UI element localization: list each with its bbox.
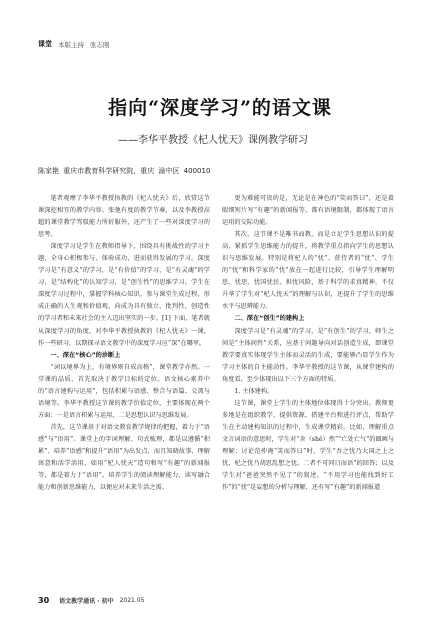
section-label: 课堂 (38, 40, 52, 48)
column-host-label: 本版主持 (58, 40, 84, 49)
page-number: 30 (38, 596, 50, 605)
article-subtitle: ——李华平教授《杞人忧天》课例教学研习 (118, 135, 308, 146)
left-column (38, 193, 210, 494)
article-title: 指向“深度学习”的语文课 (108, 97, 332, 119)
page-header (38, 39, 418, 49)
body-paragraph: “词以境界为上，有境界则自成高格”，课堂教学亦然。一堂课的品质，首先取决于教学目标的定位。语文核心素养中的“语言建构与运用”，包括积累与语感、整合与语篇、交流与语境等。李华平教授这节课的教学价值定位，主要体现在两个方面：一是语言积累与运用，二是思想认识与思维发展。 (38, 363, 210, 419)
body-paragraph: 这节课，课堂上学生的主体地位体现得十分突出。教师更多地是在组织教学、提供资源、搭建平台和进行评点，帮助学生在主动建构知识的过程中，生成课堂精彩。比如，理解重点文言词语的意思时，学生对“舍（shě）然”“亡处亡气”的圈画与理解；讨论范仲淹“笑而答曰”时，学生“吾之忧乃大国之上之忧，杞之忧乃胡思乱想之忧。二者不可同日而语”的回答；以及学生对“爸爸突然不见了”的叙述，“不用学习也能找到好工作”的“忧”是妄想的分析与理解，还有写“有趣”的新闻报道 (222, 399, 394, 492)
journal-name: 语文教学通讯 · 初中 (59, 598, 114, 605)
body-paragraph: 笔者观摩了李华平教授执教的《杞人忧天》后，欣赏这节课深挖相宜的教学内容、张弛有度的教学节奏，以及李教授高超的课堂教学驾驭能力所折服外，还产生了一些对深度学习的思考。 (38, 195, 210, 239)
body-paragraph: 其次，这节课不是唯书而教，而是立足学生思想认识的提高，紧抓学生思维能力的提升，将教学重点指向学生的思想认识与思维发展。特别是将杞人的“忧”、蔗侍者的“忧”、学生的“忧”和科学家的“忧”放在一起进行比较，引导学生理解明思、忧思、忧国忧民、担忧风险，基于科学的求真精神，不仅升华了学生对“杞人忧天”的理解与认识，还提升了学生的思维水平与思辨能力。 (222, 231, 394, 311)
right-column (222, 193, 394, 494)
body-paragraph: 更为难能可贵的是，无论是在神色的“笑而答曰”，还是着眼细短片写“有趣”的新闻报等，都有语境限制，都体现了语言运用的交际功能。 (222, 195, 394, 227)
issue-date: 2021.05 (119, 597, 145, 604)
section-heading: 二、深在“创生”的建构上 (234, 315, 305, 323)
page-footer (38, 596, 144, 605)
body-paragraph: 首先，这节课基于对语文教育教学规律的把握，着力于“语感”与“语用”。课堂上的字词理解、句式梳理，都是以遵循“积累”、培养“语感”和提升“语用”为出发点，而且知晓故事、理解寓意和活学活用，如用“杞人忧天”造句和写“有趣”的新闻报等，都是着力于“语用”。培养学生的阅读理解能力、读写融合能力和创新思维能力，以便应对未来生活之需。 (38, 423, 210, 492)
section-heading: 一、深在“核心”的诊断上 (50, 351, 121, 359)
column-editor: 张志刚 (90, 40, 110, 49)
body-paragraph: 深度学习是“有灵魂”的学习，是“有创生”的学习，师生之间是“主体间性”关系，应基于问题导向对话创造生成，即课堂教学要真实体现学生主体而灵活的生成，要能够凸显学生作为学习主体的自主能动性。李华平教授的这节课，从课堂建构的角度看，至少体现出以下三个方面的特质。 (222, 327, 394, 383)
body-paragraph: 深度学习是学生在教师指导下，围绕具有挑战性的学习主题，全身心积极参与、体验成功，进而获得发展的学习。深度学习是“有意义”的学习，是“有价值”的学习，是“有灵魂”的学习，是“结构化”的认知学习，是“创生性”的思维学习。学生在深度学习过程中，掌握学科核心知识，参与课堂生成过程，形成正确的人生观和价值观，向成为具有独立、批判性、创造性的学习者和未来社会的主人迈出坚实的一步。[1] 下面，笔者就从深度学习的角度，对李华平教授执教的《杞人忧天》一课，作一些研习，以期探寻语文教学中的深度学习应“深”在哪里。 (38, 243, 210, 347)
author-line: 陈家艳 重庆市教育科学研究院，重庆 渝中区 400010 (38, 167, 211, 175)
body-paragraph: 1. 主体建构。 (234, 387, 274, 395)
